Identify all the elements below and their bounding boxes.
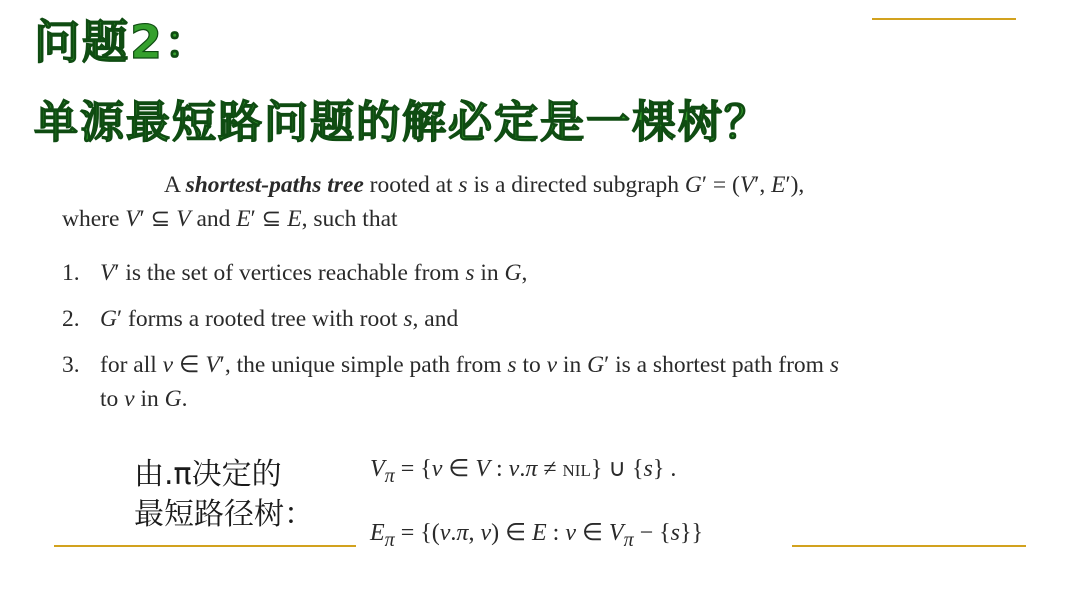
slide-title-question: 问题2： <box>34 15 213 69</box>
tree-label-line-2: 最短路径树： <box>134 497 314 532</box>
tree-label <box>134 455 314 535</box>
tree-label-line-1: 由.π决定的 <box>134 457 282 492</box>
definition-line-1: A shortest-paths tree rooted at s is a directed subgraph G′ = (V′, E′), <box>164 172 805 198</box>
formula-e-pi: $E_\pi = \{(v.\pi$, v) ∈ E : v ∈ $V_\pi - \{s\}$} <box>370 520 704 551</box>
definition-line-2: where V′ ⊆ V and E′ ⊆ E, such that <box>62 206 398 232</box>
top-right-accent-line <box>872 18 1016 20</box>
bottom-right-accent-line <box>792 545 1026 547</box>
formula-v-pi: $V_\pi = \{v$ ∈ V : v.π ≠ NIL} ∪ {s} . <box>370 456 677 487</box>
bottom-left-accent-line <box>54 545 356 547</box>
slide-title-question-text: 单源最短路问题的解必定是一棵树？ <box>34 97 770 148</box>
